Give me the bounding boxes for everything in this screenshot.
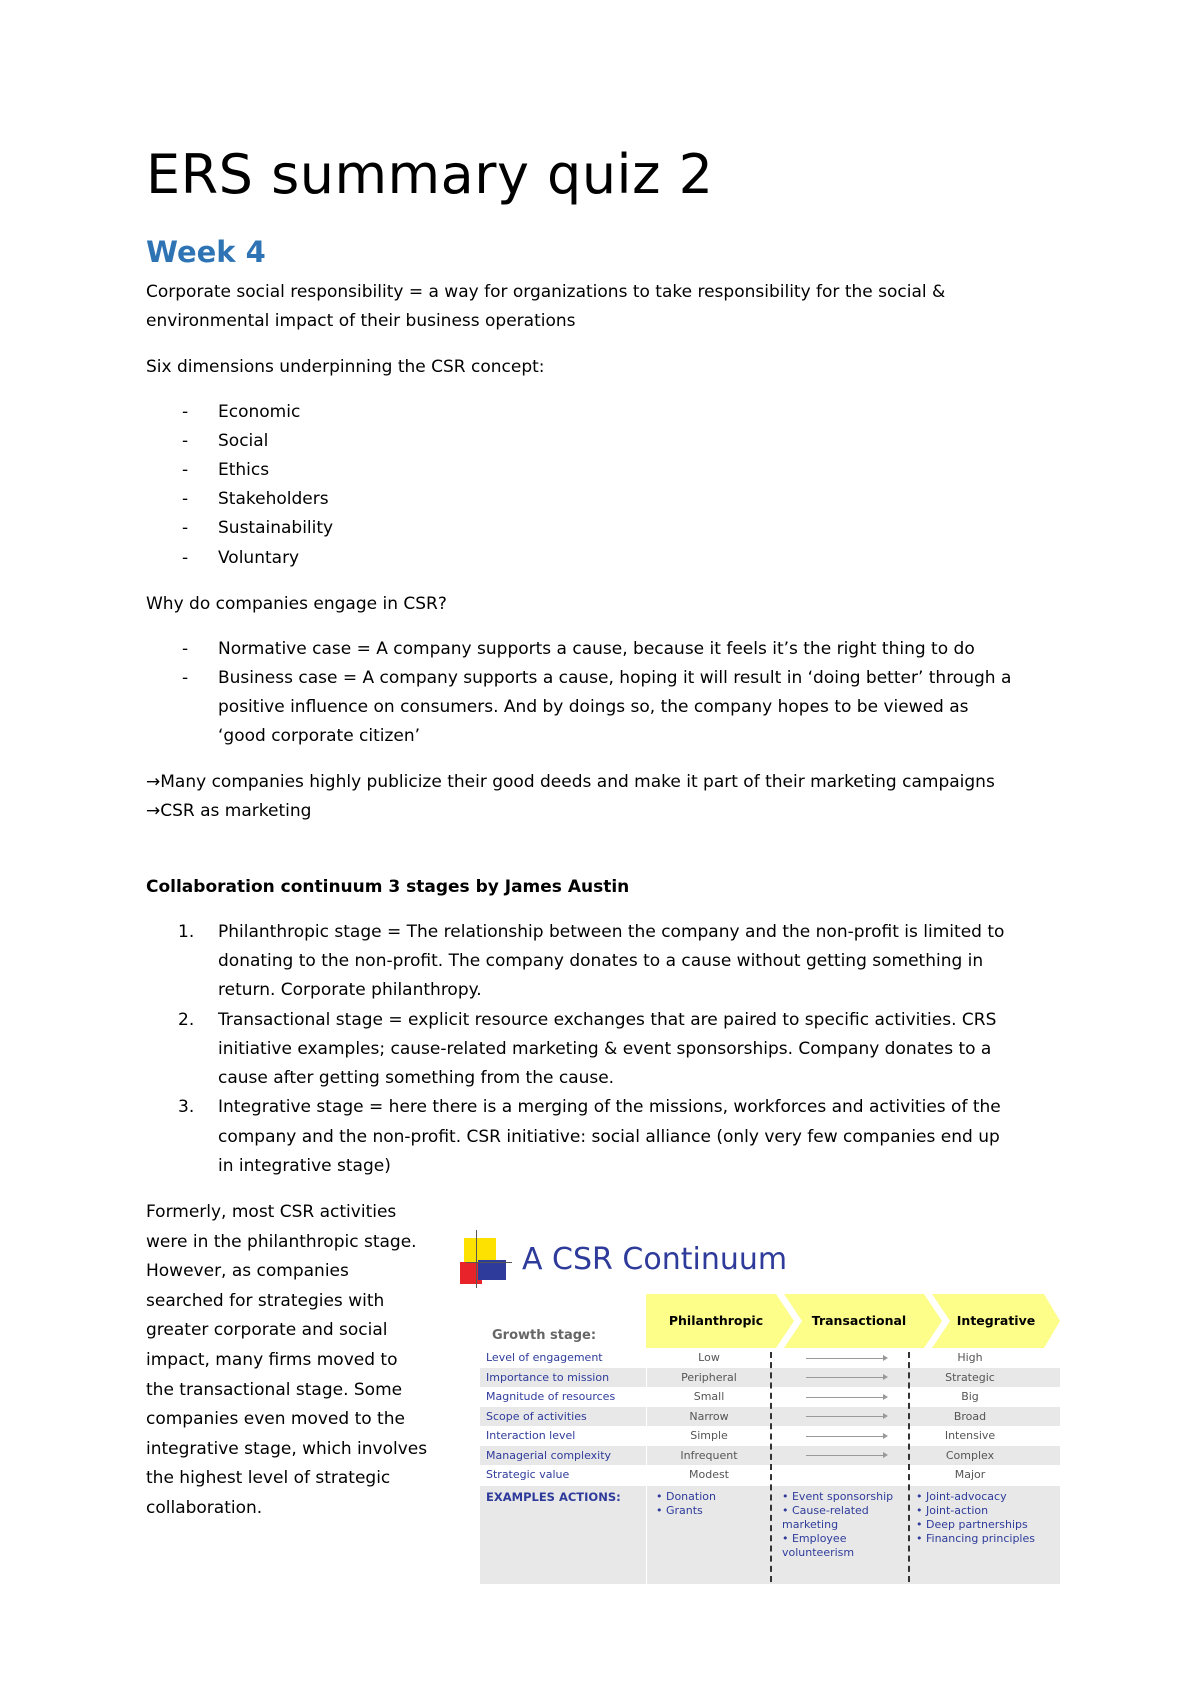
- side-line: companies even moved to the: [146, 1409, 405, 1429]
- example-item: • Deep partnerships: [916, 1518, 1028, 1531]
- logo-horizontal-line: [466, 1262, 512, 1263]
- row-low-value: Infrequent: [680, 1448, 738, 1462]
- section-heading-week-4: Week 4: [146, 235, 266, 269]
- side-line: the highest level of strategic: [146, 1468, 391, 1488]
- dashed-divider: [908, 1352, 910, 1582]
- arrow-note-2: →CSR as marketing: [146, 801, 312, 821]
- stage-label-philanthropic: Philanthropic: [668, 1313, 764, 1328]
- example-item: volunteerism: [782, 1546, 855, 1559]
- row-arrow: [806, 1436, 886, 1437]
- dashed-divider: [770, 1352, 772, 1582]
- row-high-value: Major: [954, 1468, 986, 1481]
- row-label: Managerial complexity: [486, 1448, 612, 1462]
- csr-continuum-figure: [460, 1222, 1060, 1584]
- stage-label-integrative: Integrative: [956, 1313, 1036, 1328]
- growth-stage-label: Growth stage:: [492, 1328, 597, 1343]
- example-item: • Joint-advocacy: [916, 1490, 1007, 1503]
- example-item: • Event sponsorship: [782, 1490, 894, 1503]
- row-arrow: [806, 1397, 886, 1398]
- example-item: • Employee: [782, 1532, 847, 1545]
- row-high-value: Strategic: [945, 1370, 995, 1384]
- example-item: • Grants: [656, 1504, 703, 1517]
- figure-title: A CSR Continuum: [522, 1242, 788, 1277]
- document-page: ERS summary quiz 2 Week 4 Corporate social responsibility = a way for organizations to take responsibility for the social & environmental impact of their business operations Six dimensions underpinning the CSR concept: - Economic - Social - Ethics - Stakeholders - Sustainability - Voluntary Why do companies engage in CSR? - Normative case = A company supports a cause, because it feels it’s the right thing to do - Business case = A company supports a cause, hoping it will result in ‘doing better’ through a positive influence on consumers. And by doings so, the company hopes to be viewed as ‘good corporate citizen’ →Many companies highly publicize their good deeds and make it part of their marketing campaigns →CSR as marketing Collaboration continuum 3 stages by James Austin 1. Philanthropic stage = The relationship between the company and the non-profit is limited to donating to the non-profit. The company donates to a cause without getting something in return. Corporate philanthropy. 2. Transactional stage = explicit resource exchanges that are paired to specific activities. CRS initiative examples; cause-related marketing & event sponsorships. Company donates to a cause after getting something from the cause. 3. Integrative stage = here there is a merging of the missions, workforces and activities of the company and the non-profit. CSR initiative: social alliance (only very few companies end up in integrative stage) Formerly, most CSR activities were in the philanthropic stage. However, as companies searched for strategies with greater corporate and social impact, many firms moved to the transactional stage. Some companies even moved to the integrative stage, which involves the highest level of strategic collaboration. A CSR Continuum Philanthropic Transactional Integrative Growth stage: Level of engagement Low High Importance to mission Peripheral Strategic Magnitude of resources Small Big Scope of activities Narrow Broad Interaction level Simple Intensive Managerial complexity Infrequent Complex Strategic value Modest Major EXAMPLES ACTIONS: • Donation • Grants • Event sponsorship • Cause-related marketing • Employee volunteerism • Joint-advocacy • Joint-action • Deep partnerships • Financing principles: [0, 0, 1200, 1698]
- column-divider: [646, 1348, 647, 1584]
- row-low-value: Peripheral: [681, 1370, 737, 1384]
- row-arrow: [806, 1455, 886, 1456]
- side-line: collaboration.: [146, 1498, 263, 1518]
- row-high-value: High: [957, 1351, 983, 1364]
- side-line: Formerly, most CSR activities: [146, 1202, 397, 1222]
- csr-definition-line-1: Corporate social responsibility = a way for organizations to take responsibility for the social &: [146, 282, 946, 302]
- row-arrow: [806, 1358, 886, 1359]
- example-item: • Donation: [656, 1490, 716, 1503]
- row-label: Interaction level: [486, 1429, 576, 1442]
- row-arrow: [806, 1377, 886, 1378]
- document-title: ERS summary quiz 2: [146, 143, 714, 206]
- side-line: were in the philanthropic stage.: [146, 1232, 417, 1252]
- side-line: However, as companies: [146, 1261, 349, 1281]
- csr-definition-line-2: environmental impact of their business operations: [146, 311, 576, 331]
- row-high-value: Big: [961, 1390, 979, 1403]
- row-label: Magnitude of resources: [486, 1390, 616, 1403]
- side-line: the transactional stage. Some: [146, 1380, 403, 1400]
- row-high-value: Intensive: [944, 1429, 996, 1442]
- example-item: marketing: [782, 1518, 839, 1531]
- why-question: Why do companies engage in CSR?: [146, 594, 447, 614]
- side-line: integrative stage, which involves: [146, 1439, 428, 1459]
- stage-label-transactional: Transactional: [811, 1313, 907, 1328]
- row-low-value: Modest: [688, 1468, 729, 1481]
- side-line: searched for strategies with: [146, 1291, 385, 1311]
- example-item: • Cause-related: [782, 1504, 869, 1517]
- side-line: greater corporate and social: [146, 1320, 388, 1340]
- logo-vertical-line: [476, 1230, 477, 1288]
- row-label: Scope of activities: [486, 1409, 587, 1423]
- side-line: impact, many firms moved to: [146, 1350, 398, 1370]
- row-high-value: Complex: [945, 1448, 995, 1462]
- row-low-value: Simple: [690, 1429, 728, 1442]
- row-label: Strategic value: [486, 1468, 570, 1481]
- row-low-value: Narrow: [689, 1409, 729, 1423]
- row-high-value: Broad: [953, 1409, 987, 1423]
- arrow-note-1: →Many companies highly publicize their good deeds and make it part of their marketing campaigns: [146, 772, 995, 792]
- logo-blue-square: [478, 1260, 506, 1280]
- row-label: Importance to mission: [486, 1370, 610, 1384]
- row-low-value: Low: [698, 1351, 720, 1364]
- continuum-heading: Collaboration continuum 3 stages by James Austin: [146, 877, 630, 897]
- example-item: • Joint-action: [916, 1504, 989, 1517]
- dimensions-intro: Six dimensions underpinning the CSR concept:: [146, 357, 545, 377]
- example-item: • Financing principles: [916, 1532, 1035, 1545]
- row-low-value: Small: [693, 1390, 725, 1403]
- row-label: Level of engagement: [486, 1351, 603, 1364]
- row-arrow: [806, 1416, 886, 1417]
- examples-label: EXAMPLES ACTIONS:: [486, 1490, 621, 1504]
